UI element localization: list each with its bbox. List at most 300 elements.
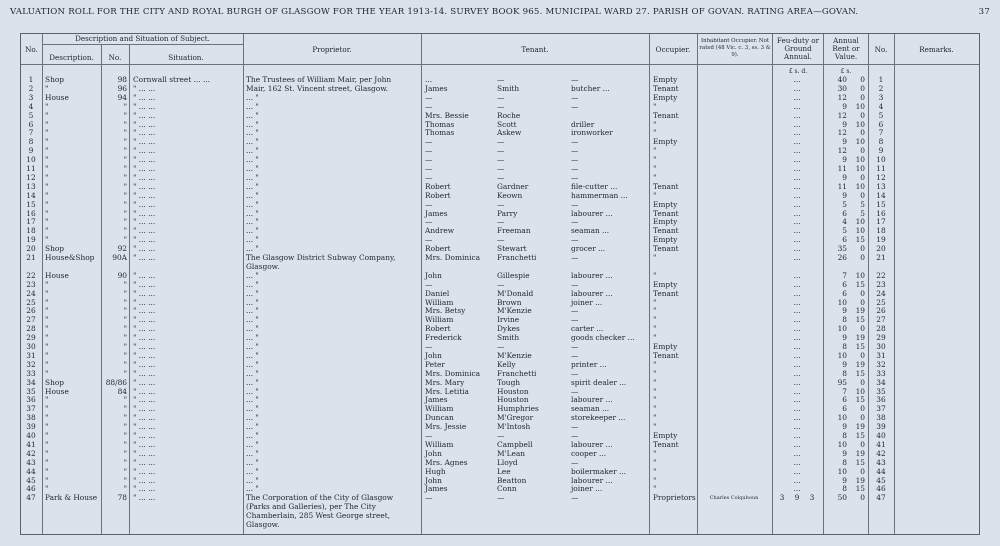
rent-pounds: 8 [842, 315, 847, 325]
description: " [45, 101, 49, 111]
situation: " ... ... [133, 119, 156, 129]
row-number-right: 39 [876, 422, 886, 432]
proprietor: ... " [246, 172, 259, 182]
tenant-first-name: Mrs. Dominica [425, 368, 481, 378]
description: " [45, 342, 49, 351]
rent-pounds: 9 [842, 359, 847, 369]
tenant-first-name: — [425, 493, 433, 503]
tenant-first-name: Mrs. Agnes [425, 457, 468, 467]
description: " [45, 128, 49, 138]
rent-pounds: 50 [837, 493, 847, 503]
tenant-first-name: Mrs. Betsy [425, 306, 466, 316]
occupier: " [653, 359, 657, 369]
description: " [45, 439, 49, 449]
feu-shillings: ... [793, 253, 801, 262]
proprietor: Chamberlain, 285 West George street, [246, 511, 391, 521]
rent-shillings: 10 [855, 226, 865, 236]
tenant-first-name: — [425, 431, 433, 440]
proprietor: ... " [246, 164, 259, 173]
header-remarks: Remarks. [919, 45, 954, 54]
header-number: No. [108, 53, 122, 62]
rent-pounds: 12 [837, 92, 847, 102]
proprietor: ... " [246, 146, 259, 156]
tenant-first-name: — [425, 155, 433, 165]
row-number-right: 28 [876, 324, 886, 334]
row-number-right: 9 [878, 146, 884, 156]
occupier: Empty [653, 137, 678, 147]
rent-shillings: 0 [860, 83, 865, 93]
rent-pounds: 8 [842, 342, 847, 351]
feu-shillings: ... [793, 306, 801, 316]
row-number: 10 [26, 155, 36, 165]
tenant-first-name: James [425, 395, 448, 405]
row-number-right: 37 [876, 404, 886, 414]
feu-shillings: ... [793, 146, 801, 156]
description: " [45, 413, 49, 423]
row-number-right: 8 [878, 137, 884, 147]
street-number: 96 [117, 83, 127, 93]
tenant-occupation: labourer ... [571, 439, 613, 449]
rent-pounds: 9 [842, 333, 847, 343]
feu-shillings: ... [793, 235, 801, 245]
situation: " ... ... [133, 128, 156, 138]
tenant-first-name: Robert [425, 181, 451, 191]
occupier: " [653, 101, 657, 111]
situation: " ... ... [133, 324, 156, 334]
description: " [45, 217, 49, 227]
feu-shillings: ... [793, 270, 801, 280]
tenant-first-name: — [425, 92, 433, 102]
tenant-last-name: Smith [497, 83, 520, 93]
rent-shillings: 15 [855, 368, 865, 378]
tenant-first-name: Mrs. Dominica [425, 253, 481, 262]
table-row [21, 494, 979, 503]
tenant-first-name: James [425, 83, 448, 93]
proprietor: ... " [246, 342, 259, 351]
rent-pounds: 30 [837, 83, 847, 93]
situation: " ... ... [133, 377, 156, 387]
occupier: " [653, 119, 657, 129]
tenant-occupation: — [571, 235, 579, 245]
row-number-right: 29 [876, 333, 886, 343]
row-number-right: 21 [876, 253, 886, 262]
rent-pounds: 6 [842, 395, 847, 405]
occupier: " [653, 164, 657, 173]
description: House&Shop [45, 253, 95, 262]
tenant-last-name: — [497, 137, 505, 147]
feu-shillings: ... [793, 350, 801, 360]
rent-shillings: 0 [860, 404, 865, 414]
row-number: 11 [26, 164, 36, 173]
occupier: " [653, 333, 657, 343]
tenant-last-name: — [497, 172, 505, 182]
street-number: 92 [117, 244, 127, 254]
rent-shillings: 0 [860, 439, 865, 449]
feu-shillings: ... [793, 431, 801, 440]
description: " [45, 368, 49, 378]
description: Shop [45, 75, 65, 84]
situation: " ... ... [133, 270, 156, 280]
row-number: 3 [28, 92, 34, 102]
tenant-first-name: — [425, 217, 433, 227]
row-number: 33 [26, 368, 36, 378]
rent-pounds: 9 [842, 475, 847, 485]
description: Park & House [45, 493, 98, 503]
tenant-last-name: M'Lean [497, 448, 526, 458]
row-number: 6 [28, 119, 34, 129]
tenant-first-name: John [425, 350, 442, 360]
rent-pounds: 10 [837, 324, 847, 334]
rent-shillings: 10 [855, 101, 865, 111]
tenant-occupation: labourer ... [571, 395, 613, 405]
rent-pounds: 10 [837, 297, 847, 307]
tenant-last-name: Beatton [497, 475, 527, 485]
inhabitant-occupier: Charles Colquhoun [709, 495, 759, 502]
street-number: 98 [117, 75, 127, 84]
occupier: " [653, 253, 657, 262]
row-number: 28 [26, 324, 36, 334]
tenant-occupation: cooper ... [571, 448, 607, 458]
occupier: Tenant [653, 83, 679, 93]
feu-shillings: ... [793, 439, 801, 449]
proprietor: ... " [246, 404, 259, 414]
rent-shillings: 19 [855, 306, 865, 316]
rent-shillings: 15 [855, 235, 865, 245]
situation: " ... ... [133, 413, 156, 423]
situation: " ... ... [133, 386, 156, 396]
occupier: Empty [653, 199, 678, 209]
tenant-occupation: — [571, 368, 579, 378]
tenant-occupation: file-cutter ... [571, 181, 618, 191]
description: " [45, 199, 49, 209]
row-number: 30 [26, 342, 36, 351]
rent-pounds: 8 [842, 368, 847, 378]
tenant-last-name: — [497, 217, 505, 227]
tenant-last-name: — [497, 75, 505, 84]
situation: " ... ... [133, 208, 156, 218]
header-annual-rent: Annual Rent or Value. [832, 36, 860, 61]
tenant-first-name: Andrew [425, 226, 455, 236]
description: " [45, 83, 49, 93]
feu-shillings: ... [793, 155, 801, 165]
row-number-right: 35 [876, 386, 886, 396]
rent-shillings: 19 [855, 448, 865, 458]
row-number-right: 27 [876, 315, 886, 325]
tenant-last-name: Tough [497, 377, 521, 387]
tenant-first-name: Robert [425, 190, 451, 200]
description: " [45, 181, 49, 191]
proprietor: ... " [246, 190, 259, 200]
tenant-occupation: — [571, 315, 579, 325]
tenant-last-name: Brown [497, 297, 522, 307]
rent-shillings: 10 [855, 137, 865, 147]
proprietor: ... " [246, 368, 259, 378]
proprietor: ... " [246, 395, 259, 405]
situation: " ... ... [133, 181, 156, 191]
proprietor: Glasgow. [246, 261, 280, 271]
rent-shillings: 0 [860, 350, 865, 360]
tenant-last-name: Gardner [497, 181, 529, 191]
feu-shillings: ... [793, 413, 801, 423]
row-number-right: 18 [876, 226, 886, 236]
tenant-occupation: — [571, 386, 579, 396]
rent-shillings: 19 [855, 422, 865, 432]
tenant-occupation: — [571, 431, 579, 440]
row-number-right: 41 [876, 439, 886, 449]
street-number: " [123, 137, 127, 147]
feu-shillings: ... [793, 395, 801, 405]
street-number: " [123, 110, 127, 120]
situation: " ... ... [133, 244, 156, 254]
street-number: 88/86 [105, 377, 127, 387]
tenant-occupation: — [571, 155, 579, 165]
feu-shillings: ... [793, 288, 801, 298]
rent-pounds: 10 [837, 350, 847, 360]
street-number: " [123, 368, 127, 378]
description: " [45, 279, 49, 289]
row-number: 42 [26, 448, 36, 458]
situation: " ... ... [133, 395, 156, 405]
proprietor: ... " [246, 324, 259, 334]
street-number: " [123, 466, 127, 476]
tenant-first-name: William [425, 297, 454, 307]
row-number: 17 [26, 217, 36, 227]
proprietor: ... " [246, 377, 259, 387]
rent-shillings: 15 [855, 395, 865, 405]
feu-shillings: ... [793, 199, 801, 209]
proprietor: ... " [246, 333, 259, 343]
tenant-first-name: — [425, 172, 433, 182]
proprietor: ... " [246, 288, 259, 298]
situation: " ... ... [133, 190, 156, 200]
proprietor: ... " [246, 448, 259, 458]
page-title: VALUATION ROLL FOR THE CITY AND ROYAL BURGH OF GLASGOW FOR THE YEAR 1913-14. SURVEY BOOK 965. MUNICIPAL WARD 27. PARISH OF GOVAN. RATING AREA—GOVAN. [10, 7, 859, 17]
rent-shillings: 5 [860, 208, 865, 218]
occupier: Proprietors [653, 493, 696, 503]
description: " [45, 395, 49, 405]
rent-shillings: 15 [855, 315, 865, 325]
situation: " ... ... [133, 333, 156, 343]
description: " [45, 146, 49, 156]
row-number-right: 46 [876, 484, 886, 494]
row-number-right: 7 [878, 128, 884, 138]
street-number: " [123, 164, 127, 173]
situation: " ... ... [133, 404, 156, 414]
proprietor: (Parks and Galleries), per The City [246, 502, 376, 512]
proprietor: ... " [246, 208, 259, 218]
situation: " ... ... [133, 368, 156, 378]
tenant-first-name: ... [425, 75, 433, 84]
rent-pounds: 7 [842, 386, 847, 396]
proprietor: ... " [246, 306, 259, 316]
rent-pounds: 4 [842, 217, 847, 227]
description: " [45, 226, 49, 236]
description: " [45, 324, 49, 334]
tenant-last-name: Roche [497, 110, 521, 120]
tenant-last-name: — [497, 199, 505, 209]
tenant-last-name: M'Intosh [497, 422, 531, 432]
tenant-last-name: Humphries [497, 404, 539, 414]
feu-shillings: ... [793, 448, 801, 458]
proprietor: ... " [246, 235, 259, 245]
rent-shillings: 0 [860, 110, 865, 120]
tenant-occupation: — [571, 146, 579, 156]
street-number: 90 [117, 270, 127, 280]
header-description-group: Description and Situation of Subject. [75, 34, 210, 43]
row-number-right: 44 [876, 466, 886, 476]
proprietor: Glasgow. [246, 520, 280, 529]
tenant-first-name: Mrs. Letitia [425, 386, 469, 396]
street-number: " [123, 439, 127, 449]
rent-pounds: 8 [842, 457, 847, 467]
tenant-last-name: M'Kenzie [497, 350, 532, 360]
rent-shillings: 15 [855, 457, 865, 467]
tenant-first-name: Peter [425, 359, 445, 369]
tenant-occupation: labourer ... [571, 475, 613, 485]
tenant-first-name: William [425, 404, 454, 414]
page-header [10, 7, 990, 21]
feu-shillings: ... [793, 333, 801, 343]
rent-pounds: 9 [842, 155, 847, 165]
street-number: " [123, 484, 127, 494]
tenant-last-name: — [497, 146, 505, 156]
row-number-right: 5 [878, 110, 884, 120]
row-number-right: 15 [876, 199, 886, 209]
street-number: " [123, 306, 127, 316]
rent-pounds: 9 [842, 172, 847, 182]
street-number: " [123, 101, 127, 111]
rent-shillings: 10 [855, 386, 865, 396]
row-number-right: 33 [876, 368, 886, 378]
row-number: 43 [26, 457, 36, 467]
row-number-right: 12 [876, 172, 886, 182]
street-number: " [123, 342, 127, 351]
description: " [45, 448, 49, 458]
feu-shillings: ... [793, 128, 801, 138]
tenant-occupation: labourer ... [571, 270, 613, 280]
rent-pounds: 8 [842, 431, 847, 440]
rent-shillings: 5 [860, 199, 865, 209]
rent-units: £ s. [840, 68, 852, 75]
tenant-last-name: Campbell [497, 439, 533, 449]
tenant-last-name: M'Donald [497, 288, 534, 298]
row-number: 38 [26, 413, 36, 423]
valuation-table [20, 33, 980, 535]
row-number-right: 42 [876, 448, 886, 458]
row-number-right: 40 [876, 431, 886, 440]
rent-pounds: 6 [842, 404, 847, 414]
proprietor: ... " [246, 297, 259, 307]
rent-shillings: 10 [855, 119, 865, 129]
tenant-first-name: James [425, 208, 448, 218]
rent-pounds: 26 [837, 253, 847, 262]
feu-shillings: ... [793, 377, 801, 387]
feu-shillings: ... [793, 226, 801, 236]
row-number-right: 4 [878, 101, 884, 111]
rent-shillings: 15 [855, 342, 865, 351]
row-number: 15 [26, 199, 36, 209]
tenant-last-name: — [497, 431, 505, 440]
tenant-last-name: M'Kenzie [497, 306, 532, 316]
proprietor: ... " [246, 92, 259, 102]
proprietor: ... " [246, 413, 259, 423]
row-number: 8 [28, 137, 34, 147]
occupier: " [653, 190, 657, 200]
proprietor: ... " [246, 475, 259, 485]
tenant-last-name: Gillespie [497, 270, 530, 280]
row-number-right: 14 [876, 190, 886, 200]
tenant-last-name: Franchetti [497, 368, 537, 378]
rent-shillings: 0 [860, 92, 865, 102]
tenant-occupation: — [571, 199, 579, 209]
tenant-occupation: joiner ... [571, 484, 603, 494]
rent-pounds: 6 [842, 279, 847, 289]
rent-pounds: 6 [842, 288, 847, 298]
tenant-first-name: Mrs. Mary [425, 377, 465, 387]
tenant-first-name: Thomas [425, 119, 455, 129]
tenant-occupation: — [571, 92, 579, 102]
description: " [45, 466, 49, 476]
rent-shillings: 10 [855, 164, 865, 173]
occupier: " [653, 457, 657, 467]
occupier: " [653, 422, 657, 432]
rent-shillings: 0 [860, 324, 865, 334]
situation: " ... ... [133, 422, 156, 432]
tenant-last-name: Houston [497, 386, 529, 396]
tenant-first-name: — [425, 101, 433, 111]
rent-pounds: 40 [837, 75, 847, 84]
feu-shillings: ... [793, 137, 801, 147]
description: " [45, 288, 49, 298]
occupier: " [653, 377, 657, 387]
description: " [45, 137, 49, 147]
tenant-first-name: William [425, 439, 454, 449]
header-no: No. [25, 45, 38, 54]
row-number: 2 [28, 83, 34, 93]
tenant-last-name: Stewart [497, 244, 527, 254]
row-number-right: 23 [876, 279, 886, 289]
proprietor: ... " [246, 199, 259, 209]
occupier: " [653, 306, 657, 316]
description: House [45, 270, 69, 280]
tenant-occupation: driller [571, 119, 595, 129]
situation: " ... ... [133, 164, 156, 173]
tenant-first-name: Frederick [425, 333, 462, 343]
tenant-last-name: — [497, 279, 505, 289]
table-row [21, 512, 979, 521]
rent-shillings: 0 [860, 297, 865, 307]
situation: " ... ... [133, 137, 156, 147]
rent-pounds: 7 [842, 270, 847, 280]
rent-shillings: 0 [860, 146, 865, 156]
street-number: " [123, 315, 127, 325]
proprietor: ... " [246, 217, 259, 227]
feu-shillings: ... [793, 457, 801, 467]
description: House [45, 386, 69, 396]
feu-shillings: ... [793, 359, 801, 369]
occupier: " [653, 386, 657, 396]
proprietor: ... " [246, 270, 259, 280]
occupier: " [653, 466, 657, 476]
row-number-right: 24 [876, 288, 886, 298]
row-number: 31 [26, 350, 36, 360]
description: " [45, 235, 49, 245]
feu-shillings: ... [793, 110, 801, 120]
situation: " ... ... [133, 315, 156, 325]
row-number-right: 10 [876, 155, 886, 165]
occupier: " [653, 484, 657, 494]
row-number-right: 13 [876, 181, 886, 191]
